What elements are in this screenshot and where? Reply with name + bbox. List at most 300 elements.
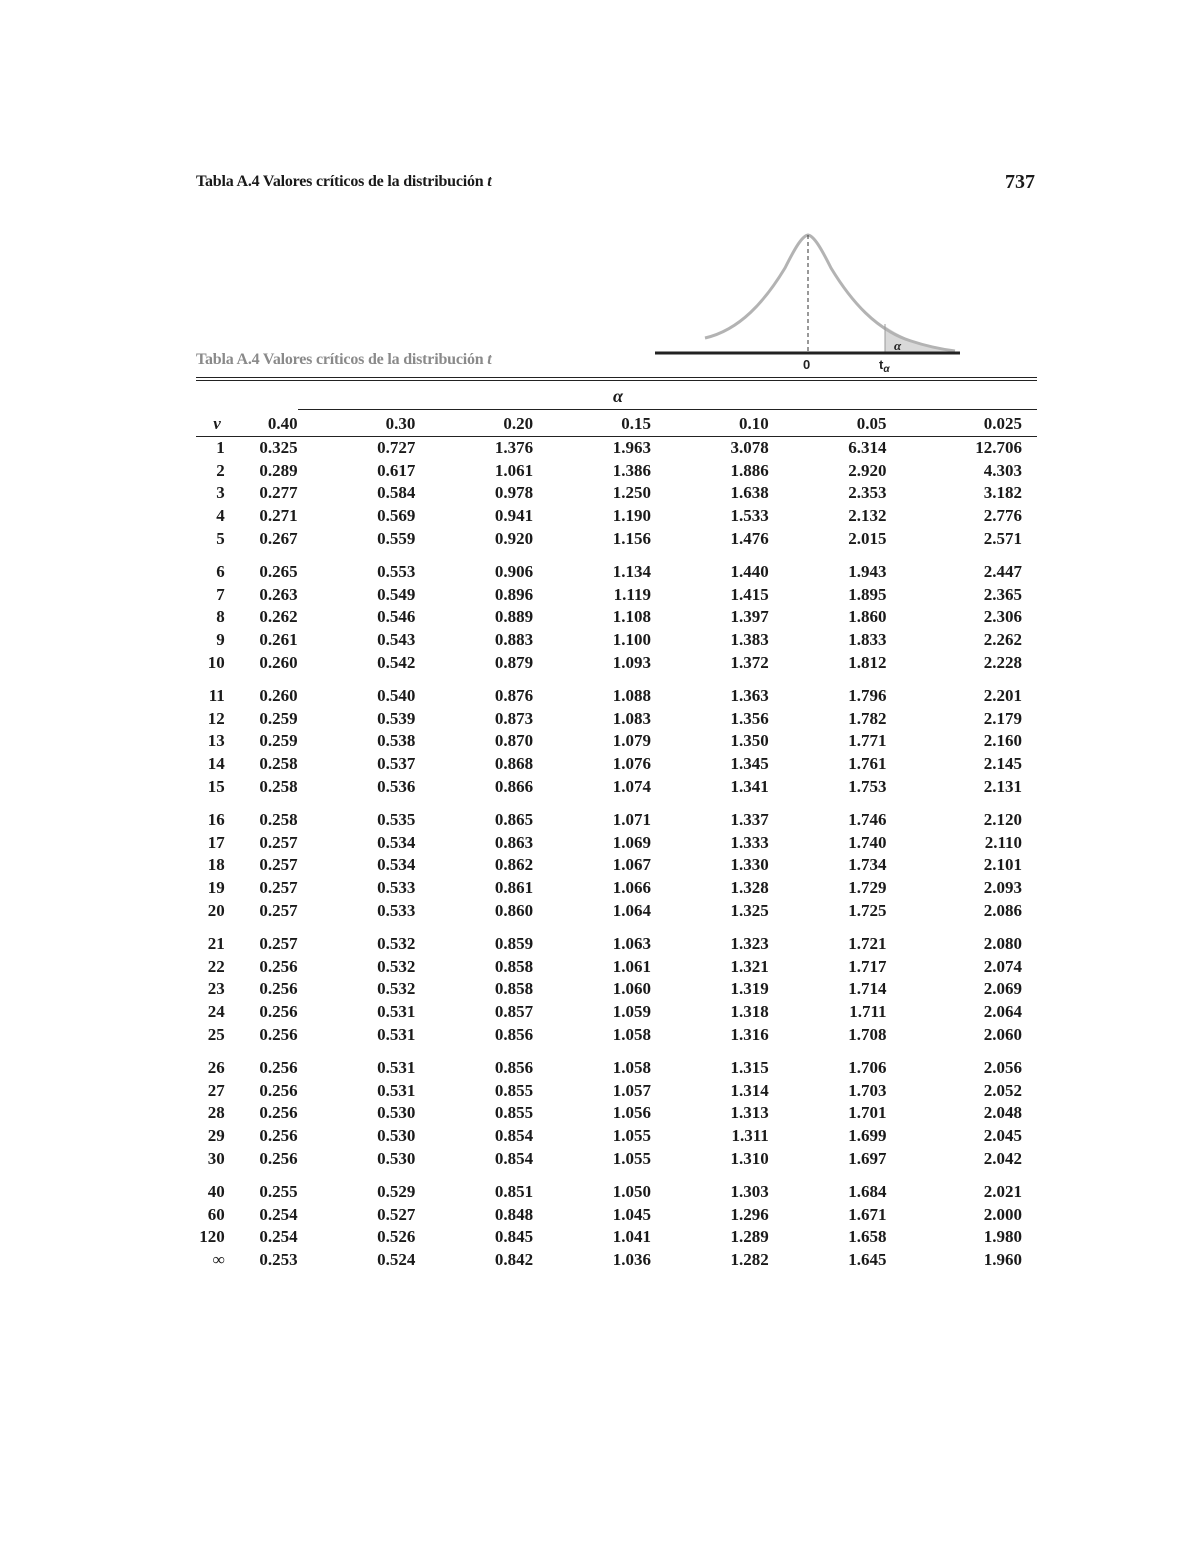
critical-value-cell: 1.058 <box>612 1024 651 1044</box>
critical-value-cell: 1.684 <box>848 1182 887 1202</box>
degrees-of-freedom-cell: 29 <box>207 1125 225 1145</box>
critical-value-cell: 1.746 <box>848 810 887 830</box>
critical-value-cell: 1.476 <box>730 528 769 548</box>
critical-value-cell: 2.069 <box>983 979 1022 999</box>
critical-value-cell: 2.048 <box>983 1103 1022 1123</box>
page-number: 737 <box>1005 171 1035 193</box>
critical-value-cell: 0.262 <box>259 607 298 627</box>
critical-value-cell: 0.535 <box>377 810 416 830</box>
degrees-of-freedom-cell: 60 <box>207 1204 225 1224</box>
table-row <box>196 1147 1037 1170</box>
critical-value-cell: 3.182 <box>983 483 1022 503</box>
critical-value-cell: 0.263 <box>259 584 298 604</box>
critical-value-cell: 0.854 <box>494 1148 534 1168</box>
critical-value-cell: 1.319 <box>730 979 769 999</box>
critical-value-cell: 0.861 <box>494 877 534 897</box>
critical-value-cell: 0.254 <box>259 1227 298 1247</box>
critical-value-cell: 0.257 <box>259 855 298 875</box>
critical-value-cell: 0.530 <box>377 1148 416 1168</box>
critical-value-cell: 1.350 <box>730 731 769 751</box>
critical-value-cell: 2.064 <box>983 1001 1022 1021</box>
table-row <box>196 899 1037 922</box>
critical-value-cell: 0.254 <box>259 1204 298 1224</box>
table-row <box>196 1170 1037 1204</box>
critical-value-cell: 1.074 <box>612 776 651 796</box>
degrees-of-freedom-cell: 16 <box>207 810 225 830</box>
critical-value-cell: 1.100 <box>612 630 651 650</box>
table-caption <box>196 351 492 369</box>
critical-value-cell: 0.906 <box>494 562 534 582</box>
critical-value-cell: 1.415 <box>730 584 769 604</box>
critical-value-cell: 6.314 <box>848 438 887 458</box>
critical-value-cell: 1.886 <box>730 460 769 480</box>
critical-value-cell: 1.734 <box>848 855 887 875</box>
critical-value-cell: 1.397 <box>730 607 769 627</box>
critical-value-cell: 0.530 <box>377 1125 416 1145</box>
critical-value-cell: 0.883 <box>494 630 534 650</box>
critical-value-cell: 0.543 <box>377 630 416 650</box>
degrees-of-freedom-cell: 9 <box>216 630 225 650</box>
table-row <box>196 606 1037 629</box>
critical-value-cell: 1.311 <box>731 1125 769 1145</box>
critical-value-cell: 0.259 <box>259 731 298 751</box>
critical-value-cell: 0.529 <box>377 1182 416 1202</box>
degrees-of-freedom-cell: 30 <box>207 1148 225 1168</box>
critical-value-cell: 1.386 <box>612 460 651 480</box>
critical-value-cell: 1.796 <box>848 686 887 706</box>
table-row <box>196 1125 1037 1148</box>
header-row <box>196 412 1037 437</box>
critical-value-cell: 0.537 <box>377 754 416 774</box>
critical-value-cell: 0.256 <box>259 956 298 976</box>
critical-value-cell: 1.372 <box>730 652 769 672</box>
degrees-of-freedom-cell: 10 <box>207 652 225 672</box>
critical-value-cell: 2.447 <box>983 562 1022 582</box>
degrees-of-freedom-cell: 5 <box>216 528 225 548</box>
critical-value-cell: 0.289 <box>259 460 298 480</box>
table-row <box>196 775 1037 798</box>
degrees-of-freedom-cell: 11 <box>208 686 225 706</box>
critical-value-cell: 0.526 <box>377 1227 416 1247</box>
degrees-of-freedom-cell: 6 <box>216 562 225 582</box>
critical-value-cell: 0.855 <box>494 1080 534 1100</box>
critical-value-cell: 1.057 <box>612 1080 651 1100</box>
critical-value-cell: 1.093 <box>612 652 651 672</box>
critical-value-cell: 0.527 <box>377 1204 416 1224</box>
critical-value-cell: 1.729 <box>848 877 887 897</box>
critical-value-cell: 1.711 <box>849 1001 887 1021</box>
critical-value-cell: 1.055 <box>612 1148 651 1168</box>
critical-value-cell: 0.258 <box>259 776 298 796</box>
critical-value-cell: 1.088 <box>612 686 651 706</box>
critical-value-cell: 0.851 <box>494 1182 534 1202</box>
t-distribution-figure <box>650 226 970 376</box>
critical-value-cell: 0.863 <box>494 832 534 852</box>
critical-value-cell: 1.960 <box>983 1249 1022 1269</box>
t-alpha-label <box>879 357 890 375</box>
critical-value-cell: 0.879 <box>494 652 534 672</box>
table-row <box>196 798 1037 832</box>
degrees-of-freedom-cell: ∞ <box>212 1249 225 1269</box>
critical-value-cell: 1.363 <box>730 686 769 706</box>
critical-value-cell: 0.265 <box>259 562 298 582</box>
critical-value-cell: 1.282 <box>730 1249 769 1269</box>
critical-value-cell: 0.727 <box>377 438 416 458</box>
critical-value-cell: 0.271 <box>259 506 298 526</box>
critical-value-cell: 0.256 <box>259 1001 298 1021</box>
critical-value-cell: 0.256 <box>259 1148 298 1168</box>
critical-value-cell: 0.531 <box>377 1001 416 1021</box>
critical-value-cell: 1.058 <box>612 1058 651 1078</box>
degrees-of-freedom-cell: 13 <box>207 731 225 751</box>
critical-value-cell: 0.536 <box>377 776 416 796</box>
critical-value-cell: 2.045 <box>983 1125 1022 1145</box>
critical-value-cell: 0.267 <box>259 528 298 548</box>
critical-value-cell: 0.546 <box>377 607 416 627</box>
critical-value-cell: 1.533 <box>730 506 769 526</box>
table-row <box>196 550 1037 584</box>
critical-value-cell: 0.534 <box>377 832 416 852</box>
critical-value-cell: 1.083 <box>612 708 651 728</box>
table-row <box>196 651 1037 674</box>
critical-value-cell: 0.569 <box>377 506 416 526</box>
critical-value-cell: 0.876 <box>494 686 534 706</box>
table-caption-var: t <box>487 351 492 368</box>
critical-value-cell: 0.531 <box>377 1058 416 1078</box>
critical-value-cell: 2.021 <box>983 1182 1022 1202</box>
alpha-header-5: 0.05 <box>818 412 936 437</box>
critical-value-cell: 1.753 <box>848 776 887 796</box>
critical-value-cell: 0.870 <box>494 731 534 751</box>
critical-value-cell: 1.321 <box>730 956 769 976</box>
critical-value-cell: 0.532 <box>377 979 416 999</box>
critical-value-cell: 1.041 <box>612 1227 651 1247</box>
table-row <box>196 753 1037 776</box>
critical-value-cell: 0.256 <box>259 1103 298 1123</box>
table-row <box>196 854 1037 877</box>
table-row <box>196 832 1037 855</box>
critical-value-cell: 0.584 <box>377 483 416 503</box>
critical-value-cell: 1.303 <box>730 1182 769 1202</box>
table-row <box>196 708 1037 731</box>
degrees-of-freedom-cell: 18 <box>207 855 225 875</box>
critical-value-cell: 0.258 <box>259 810 298 830</box>
critical-value-cell: 0.856 <box>494 1058 534 1078</box>
critical-value-cell: 2.920 <box>848 460 887 480</box>
table-caption-text: Tabla A.4 Valores críticos de la distribución <box>196 351 488 368</box>
critical-value-cell: 2.201 <box>983 686 1022 706</box>
critical-value-cell: 2.571 <box>983 528 1022 548</box>
critical-value-cell: 2.060 <box>983 1024 1022 1044</box>
critical-value-cell: 2.160 <box>983 731 1022 751</box>
critical-value-cell: 1.714 <box>848 979 887 999</box>
critical-value-cell: 0.533 <box>377 900 416 920</box>
critical-value-cell: 1.060 <box>612 979 651 999</box>
critical-value-cell: 2.228 <box>983 652 1022 672</box>
critical-value-cell: 1.771 <box>848 731 887 751</box>
critical-value-cell: 1.050 <box>612 1182 651 1202</box>
alpha-header-3: 0.15 <box>582 412 700 437</box>
critical-values-table <box>196 412 1037 1271</box>
critical-value-cell: 1.064 <box>612 900 651 920</box>
critical-value-cell: 0.859 <box>494 934 534 954</box>
critical-value-cell: 1.701 <box>848 1103 887 1123</box>
density-curve <box>705 235 955 351</box>
critical-value-cell: 1.313 <box>730 1103 769 1123</box>
critical-value-cell: 1.740 <box>848 832 887 852</box>
critical-value-cell: 1.943 <box>848 562 887 582</box>
critical-value-cell: 1.190 <box>612 506 651 526</box>
critical-value-cell: 0.549 <box>377 584 416 604</box>
critical-value-cell: 0.920 <box>494 528 534 548</box>
critical-value-cell: 0.538 <box>377 731 416 751</box>
critical-value-cell: 1.725 <box>848 900 887 920</box>
critical-value-cell: 0.542 <box>377 652 416 672</box>
alpha-header-6: 0.025 <box>936 412 1037 437</box>
critical-value-cell: 1.055 <box>612 1125 651 1145</box>
critical-value-cell: 1.721 <box>848 934 887 954</box>
table-row <box>196 674 1037 708</box>
critical-value-cell: 0.256 <box>259 1058 298 1078</box>
critical-value-cell: 2.000 <box>983 1204 1022 1224</box>
critical-value-cell: 2.262 <box>983 630 1022 650</box>
critical-value-cell: 0.256 <box>259 1024 298 1044</box>
critical-value-cell: 0.259 <box>259 708 298 728</box>
critical-value-cell: 1.383 <box>730 630 769 650</box>
critical-value-cell: 1.325 <box>730 900 769 920</box>
critical-value-cell: 1.833 <box>848 630 887 650</box>
critical-value-cell: 2.042 <box>983 1148 1022 1168</box>
critical-value-cell: 1.440 <box>730 562 769 582</box>
alpha-spanner-rule <box>298 409 1037 410</box>
critical-value-cell: 1.782 <box>848 708 887 728</box>
critical-value-cell: 1.330 <box>730 855 769 875</box>
table-row <box>196 482 1037 505</box>
critical-value-cell: 2.080 <box>983 934 1022 954</box>
table-row <box>196 1001 1037 1024</box>
critical-value-cell: 1.250 <box>612 483 651 503</box>
critical-value-cell: 1.717 <box>848 956 887 976</box>
alpha-spanner-header: α <box>613 386 623 406</box>
critical-value-cell: 1.699 <box>848 1125 887 1145</box>
critical-value-cell: 0.530 <box>377 1103 416 1123</box>
critical-value-cell: 1.345 <box>730 754 769 774</box>
critical-value-cell: 0.896 <box>494 584 534 604</box>
critical-value-cell: 2.365 <box>983 584 1022 604</box>
critical-value-cell: 2.086 <box>983 900 1022 920</box>
critical-value-cell: 0.559 <box>377 528 416 548</box>
critical-value-cell: 0.540 <box>377 686 416 706</box>
critical-value-cell: 1.963 <box>612 438 651 458</box>
critical-value-cell: 0.256 <box>259 979 298 999</box>
degrees-of-freedom-cell: 23 <box>207 979 225 999</box>
critical-value-cell: 1.314 <box>730 1080 769 1100</box>
critical-value-cell: 1.059 <box>612 1001 651 1021</box>
degrees-of-freedom-cell: 27 <box>207 1080 225 1100</box>
table-row <box>196 1046 1037 1080</box>
degrees-of-freedom-cell: 15 <box>207 776 225 796</box>
running-head-var: t <box>487 173 492 190</box>
critical-value-cell: 1.328 <box>730 877 769 897</box>
critical-value-cell: 0.257 <box>259 934 298 954</box>
critical-value-cell: 2.776 <box>983 506 1022 526</box>
critical-value-cell: 1.341 <box>730 776 769 796</box>
critical-value-cell: 1.812 <box>848 652 887 672</box>
critical-value-cell: 1.315 <box>730 1058 769 1078</box>
critical-value-cell: 0.255 <box>259 1182 298 1202</box>
critical-value-cell: 2.052 <box>983 1080 1022 1100</box>
degrees-of-freedom-cell: 12 <box>207 708 225 728</box>
critical-value-cell: 1.289 <box>730 1227 769 1247</box>
critical-value-cell: 1.079 <box>612 731 651 751</box>
critical-values-table-wrap <box>196 412 1037 1271</box>
critical-value-cell: 1.316 <box>730 1024 769 1044</box>
critical-value-cell: 1.071 <box>612 810 651 830</box>
table-top-rule <box>196 377 1037 381</box>
degrees-of-freedom-cell: 25 <box>207 1024 225 1044</box>
table-row <box>196 877 1037 900</box>
critical-value-cell: 0.257 <box>259 900 298 920</box>
table-row <box>196 978 1037 1001</box>
critical-value-cell: 1.645 <box>848 1249 887 1269</box>
critical-value-cell: 1.119 <box>613 584 651 604</box>
critical-value-cell: 1.658 <box>848 1227 887 1247</box>
t-alpha-label-sub: α <box>883 364 890 375</box>
critical-value-cell: 1.376 <box>494 438 534 458</box>
degrees-of-freedom-cell: 21 <box>207 934 225 954</box>
critical-value-cell: 1.061 <box>612 956 651 976</box>
running-head-text: Tabla A.4 Valores críticos de la distribución <box>196 173 488 190</box>
degrees-of-freedom-cell: 26 <box>207 1058 225 1078</box>
degrees-of-freedom-cell: 22 <box>207 956 225 976</box>
critical-value-cell: 2.074 <box>983 956 1022 976</box>
degrees-of-freedom-cell: 40 <box>207 1182 225 1202</box>
critical-value-cell: 3.078 <box>730 438 769 458</box>
critical-value-cell: 0.533 <box>377 877 416 897</box>
table-body <box>196 437 1037 1272</box>
critical-value-cell: 1.356 <box>730 708 769 728</box>
critical-value-cell: 2.145 <box>983 754 1022 774</box>
critical-value-cell: 1.036 <box>612 1249 651 1269</box>
critical-value-cell: 0.856 <box>494 1024 534 1044</box>
critical-value-cell: 0.617 <box>377 460 416 480</box>
critical-value-cell: 0.532 <box>377 956 416 976</box>
critical-value-cell: 1.337 <box>730 810 769 830</box>
table-row <box>196 584 1037 607</box>
critical-value-cell: 0.532 <box>377 934 416 954</box>
critical-value-cell: 0.865 <box>494 810 534 830</box>
critical-value-cell: 0.261 <box>259 630 298 650</box>
degrees-of-freedom-cell: 28 <box>207 1103 225 1123</box>
critical-value-cell: 0.860 <box>494 900 534 920</box>
critical-value-cell: 2.056 <box>983 1058 1022 1078</box>
critical-value-cell: 2.306 <box>983 607 1022 627</box>
critical-value-cell: 0.253 <box>259 1249 298 1269</box>
degrees-of-freedom-cell: 8 <box>216 607 225 627</box>
critical-value-cell: 0.260 <box>259 686 298 706</box>
critical-value-cell: 1.067 <box>612 855 651 875</box>
degrees-of-freedom-cell: 17 <box>207 832 225 852</box>
critical-value-cell: 0.257 <box>259 832 298 852</box>
critical-value-cell: 2.131 <box>983 776 1022 796</box>
critical-value-cell: 1.061 <box>494 460 534 480</box>
critical-value-cell: 2.353 <box>848 483 887 503</box>
degrees-of-freedom-cell: 120 <box>199 1227 225 1247</box>
critical-value-cell: 0.857 <box>494 1001 534 1021</box>
table-row <box>196 505 1037 528</box>
t-alpha-label-t: t <box>879 357 884 372</box>
critical-value-cell: 0.257 <box>259 877 298 897</box>
nu-header: v <box>196 412 229 437</box>
table-row <box>196 460 1037 483</box>
critical-value-cell: 0.531 <box>377 1080 416 1100</box>
critical-value-cell: 1.076 <box>612 754 651 774</box>
critical-value-cell: 0.854 <box>494 1125 534 1145</box>
critical-value-cell: 0.855 <box>494 1103 534 1123</box>
critical-value-cell: 0.858 <box>494 979 534 999</box>
critical-value-cell: 0.941 <box>494 506 534 526</box>
critical-value-cell: 2.179 <box>983 708 1022 728</box>
critical-value-cell: 0.534 <box>377 855 416 875</box>
critical-value-cell: 0.260 <box>259 652 298 672</box>
critical-value-cell: 0.978 <box>494 483 534 503</box>
critical-value-cell: 1.708 <box>848 1024 887 1044</box>
critical-value-cell: 1.860 <box>848 607 887 627</box>
critical-value-cell: 2.120 <box>983 810 1022 830</box>
alpha-header-2: 0.20 <box>464 412 582 437</box>
zero-label: 0 <box>803 357 811 372</box>
table-row <box>196 629 1037 652</box>
alpha-header-0: 0.40 <box>229 412 347 437</box>
table-row <box>196 1203 1037 1226</box>
critical-value-cell: 2.015 <box>848 528 887 548</box>
critical-value-cell: 1.108 <box>612 607 651 627</box>
critical-value-cell: 4.303 <box>983 460 1022 480</box>
degrees-of-freedom-cell: 4 <box>216 506 225 526</box>
degrees-of-freedom-cell: 3 <box>216 483 225 503</box>
critical-value-cell: 1.697 <box>848 1148 887 1168</box>
table-row <box>196 1226 1037 1249</box>
critical-value-cell: 0.858 <box>494 956 534 976</box>
critical-value-cell: 0.889 <box>494 607 534 627</box>
alpha-header-1: 0.30 <box>347 412 465 437</box>
critical-value-cell: 0.868 <box>494 754 534 774</box>
critical-value-cell: 0.845 <box>494 1227 534 1247</box>
critical-value-cell: 1.638 <box>730 483 769 503</box>
critical-value-cell: 1.318 <box>730 1001 769 1021</box>
critical-value-cell: 0.866 <box>494 776 534 796</box>
critical-value-cell: 1.056 <box>612 1103 651 1123</box>
critical-value-cell: 0.553 <box>377 562 416 582</box>
critical-value-cell: 1.980 <box>983 1227 1022 1247</box>
critical-value-cell: 0.862 <box>494 855 534 875</box>
critical-value-cell: 0.873 <box>494 708 534 728</box>
critical-value-cell: 1.156 <box>612 528 651 548</box>
critical-value-cell: 0.531 <box>377 1024 416 1044</box>
degrees-of-freedom-cell: 1 <box>216 438 225 458</box>
critical-value-cell: 12.706 <box>975 438 1022 458</box>
critical-value-cell: 0.256 <box>259 1125 298 1145</box>
alpha-area-label: α <box>894 338 902 353</box>
running-head <box>196 173 492 191</box>
critical-value-cell: 0.842 <box>494 1249 534 1269</box>
critical-value-cell: 1.703 <box>848 1080 887 1100</box>
table-row <box>196 1102 1037 1125</box>
degrees-of-freedom-cell: 7 <box>216 584 225 604</box>
critical-value-cell: 2.093 <box>983 877 1022 897</box>
critical-value-cell: 1.333 <box>730 832 769 852</box>
critical-value-cell: 0.258 <box>259 754 298 774</box>
